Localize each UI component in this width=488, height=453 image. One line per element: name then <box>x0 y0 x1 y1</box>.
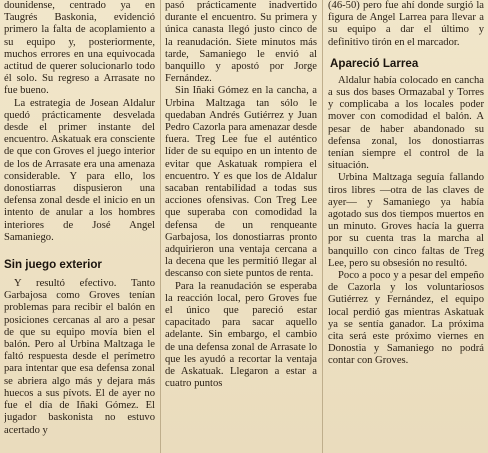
paragraph: dounidense, centrado ya en Taugrés Baskonia, evidenció primero la falta de acoplamiento a su equipo y, posteriormente, muchos errores en una equivocada actitud de querer solucionarlo todo él solo. Su regreso a Arrasate no fue bueno. <box>4 0 155 97</box>
paragraph: La estrategia de Josean Aldalur quedó prácticamente desvelada desde el primer instante del encuentro. Askatuak era consciente de que con Groves el juego interior de los de Arrasate era una amenaza considerable. Y para ello, los donostiarras dispusieron una defensa zonal desde el inicio en un intento de anular a los hombres interiores de José Angel Samaniego. <box>4 97 155 243</box>
paragraph: Aldalur había colocado en cancha a sus dos bases Ormazabal y Torres y complicaba a los locales poder mover con comodidad el balón. A pesar de haber abandonado su defensa zonal, los donostiarras tenían siempre el control de la situación. <box>328 74 484 172</box>
paragraph: pasó prácticamente inadvertido durante el encuentro. Su primera y única canasta llegó justo cinco de la reanudación. Siete minutos más tarde, Samaniego le envió al banquillo y apostó por Jorge Fernández. <box>165 0 317 85</box>
paragraph: Urbina Maltzaga seguía fallando tiros libres —otra de las claves de ayer— y Samaniego ya había agotado sus dos tiempos muertos en un minuto. Groves hacía la guerra por su cuenta tras la marcha al banquillo con cinco faltas de Treg Lee, pero su obsesión no resultó. <box>328 172 484 269</box>
section-heading: Apareció Larrea <box>330 56 419 70</box>
paragraph: Sin Iñaki Gómez en la cancha, a Urbina Maltzaga tan sólo le quedaban Andrés Gutiérrez y Juan Pedro Cazorla para amenazar desde fuera. Treg Lee fue el auténtico líder de su equipo en un intento de evitar que Askatuak rompiera el encuentro. Y es que los de Aldalur sacaban rentabilidad a todas sus acciones ofensivas. Con Treg Lee que superaba con comodidad la defensa de un renqueante Garbajosa, los donostiarras pronto adquirieron una ventaja cercana a la decena que les permitió llegar al descanso con siete puntos de renta. <box>165 85 317 280</box>
column-divider <box>322 0 323 453</box>
paragraph: Poco a poco y a pesar del empeño de Cazorla y los voluntariosos Gutiérrez y Fernández, el equipo local perdió gas mientras Askatuak ya se sentía ganador. La próxima cita será este próximo viernes en Donostia y Samaniego no podrá contar con Groves. <box>328 270 484 367</box>
section-heading: Sin juego exterior <box>4 258 102 272</box>
article-column-2 <box>165 0 317 453</box>
article-column-3 <box>328 0 484 453</box>
paragraph: Para la reanudación se esperaba la reacción local, pero Groves fue el único que pareció estar capacitado para sacar aquello adelante. Sin embargo, el cambio de una defensa zonal de Arrasate lo que les ayudó a recortar la ventaja de Askatuak. Llegaron a estar a cuatro puntos <box>165 280 317 390</box>
column-divider <box>160 0 161 453</box>
paragraph: Y resultó efectivo. Tanto Garbajosa como Groves tenían problemas para recibir el balón en posiciones cercanas al aro a pesar de que su equipo movía bien el balón. Pero al Urbina Maltzaga le faltó respuesta desde el perímetro para intentar que esa defensa zonal se abriera algo más y dejara más huecos a sus pívots. El de ayer no fue el día de Iñaki Gómez. El jugador baskonista no estuvo acertado y <box>4 278 155 436</box>
paragraph: (46-50) pero fue ahí donde surgió la figura de Angel Larrea para llevar a su equipo a dar el último y definitivo tirón en el marcador. <box>328 0 484 48</box>
article-column-1 <box>4 0 155 453</box>
